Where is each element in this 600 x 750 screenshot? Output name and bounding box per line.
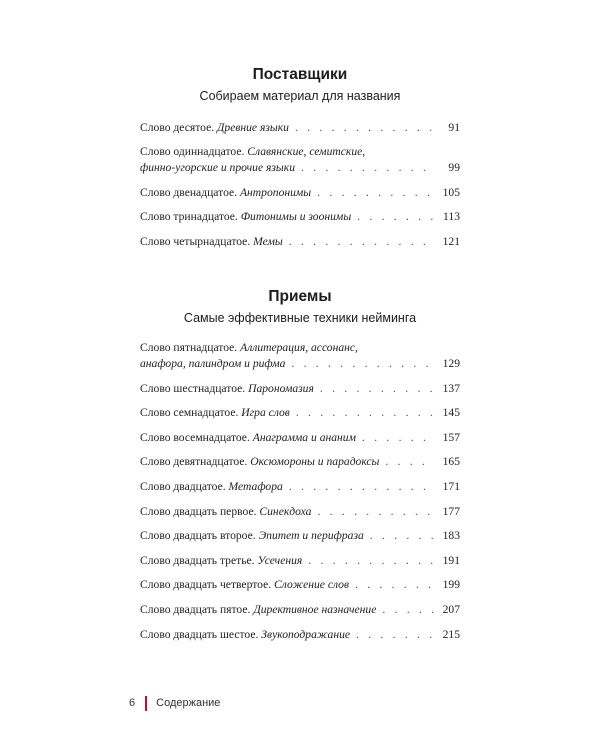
toc-entry[interactable] [140,602,460,618]
entry-page: 215 [442,628,460,641]
entry-lead: Слово шестнадцатое. [140,382,246,395]
entry-page: 207 [442,603,460,616]
entry-title: Игра слов [241,406,290,419]
entry-page: 137 [442,382,460,395]
entry-title: Древние языки [217,121,289,134]
leader-dots [355,577,434,593]
entry-title: Директивное назначение [253,603,377,616]
entry-title: Анаграмма и ананим [252,431,356,444]
entry-title: Славянские, семитские, [247,145,366,158]
entry-title-cont: анафора, палиндром и рифма [140,356,286,370]
leader-dots [317,504,434,520]
entry-lead: Слово двадцать пятое. [140,603,251,616]
entry-page: 129 [442,356,460,370]
entry-lead: Слово одиннадцатое. [140,145,245,158]
entry-page: 183 [442,529,460,542]
entry-page: 157 [442,431,460,444]
entry-page: 91 [448,121,460,134]
leader-dots [357,209,434,225]
entry-page: 177 [442,505,460,518]
entry-page: 191 [442,554,460,567]
entry-title: Метафора [228,480,283,493]
entry-lead: Слово семнадцатое. [140,406,239,419]
entry-page: 145 [442,406,460,419]
entry-lead: Слово двадцать второе. [140,529,256,542]
toc-entry[interactable] [140,627,460,643]
toc-entry[interactable] [140,405,460,421]
toc-entry[interactable] [140,144,460,175]
toc-entry[interactable] [140,120,460,136]
leader-dots [320,381,434,397]
toc-entry[interactable] [140,209,460,225]
entry-title: Синекдоха [259,505,312,518]
leader-dots [308,553,434,569]
entry-lead: Слово пятнадцатое. [140,341,238,354]
entry-page: 171 [442,480,460,493]
toc-entry[interactable] [140,381,460,397]
entry-title: Аллитерация, ассонанс, [240,341,358,354]
leader-dots [291,356,434,372]
toc-entry[interactable] [140,340,460,371]
footer-divider [145,696,147,711]
entry-lead: Слово восемнадцатое. [140,431,250,444]
entry-page: 165 [442,455,460,468]
entry-lead: Слово двадцать первое. [140,505,257,518]
entry-title: Сложение слов [274,578,349,591]
entry-page: 121 [442,235,460,248]
section-title: Приемы [268,288,332,305]
page-number: 6 [129,697,136,709]
leader-dots [370,528,434,544]
toc-entry[interactable] [140,528,460,544]
toc-entry[interactable] [140,430,460,446]
leader-dots [296,405,434,421]
entry-page: 105 [442,186,460,199]
leader-dots [362,430,434,446]
entry-title: Фитонимы и зоонимы [240,210,352,223]
entry-lead: Слово тринадцатое. [140,210,238,223]
entry-lead: Слово двенадцатое. [140,186,238,199]
entry-title: Парономазия [248,382,314,395]
entry-lead: Слово двадцать шестое. [140,628,259,641]
entry-title-cont: финно-угорские и прочие языки [140,160,296,174]
leader-dots [356,627,434,643]
entry-title: Антропонимы [239,186,312,199]
entry-lead: Слово двадцатое. [140,480,226,493]
entry-title: Мемы [253,235,283,248]
section-subtitle: Собираем материал для названия [199,89,401,103]
entry-lead: Слово десятое. [140,121,215,134]
entry-title: Звукоподражание [261,628,351,641]
entry-page: 113 [443,210,460,223]
leader-dots [301,160,434,176]
leader-dots [385,454,434,470]
toc-entry[interactable] [140,454,460,470]
toc-entry[interactable] [140,234,460,250]
entry-lead: Слово девятнадцатое. [140,455,248,468]
toc-entry[interactable] [140,553,460,569]
entry-page: 99 [448,160,460,174]
entry-title: Эпитет и перифраза [258,529,364,542]
toc-entry[interactable] [140,479,460,495]
leader-dots [289,479,434,495]
footer-section-label: Содержание [156,697,221,709]
toc-entry[interactable] [140,577,460,593]
leader-dots [289,234,434,250]
entry-title: Усечения [257,554,303,567]
entry-lead: Слово четырнадцатое. [140,235,251,248]
entry-page: 199 [442,578,460,591]
toc-entry[interactable] [140,185,460,201]
toc-entry[interactable] [140,504,460,520]
leader-dots [317,185,434,201]
section-title: Поставщики [252,66,348,83]
entry-lead: Слово двадцать четвертое. [140,578,272,591]
page-footer [129,696,220,710]
entry-title: Оксюмороны и парадоксы [250,455,380,468]
section-subtitle: Самые эффективные техники нейминга [183,311,417,325]
leader-dots [295,120,434,136]
entry-lead: Слово двадцать третье. [140,554,255,567]
leader-dots [382,602,434,618]
